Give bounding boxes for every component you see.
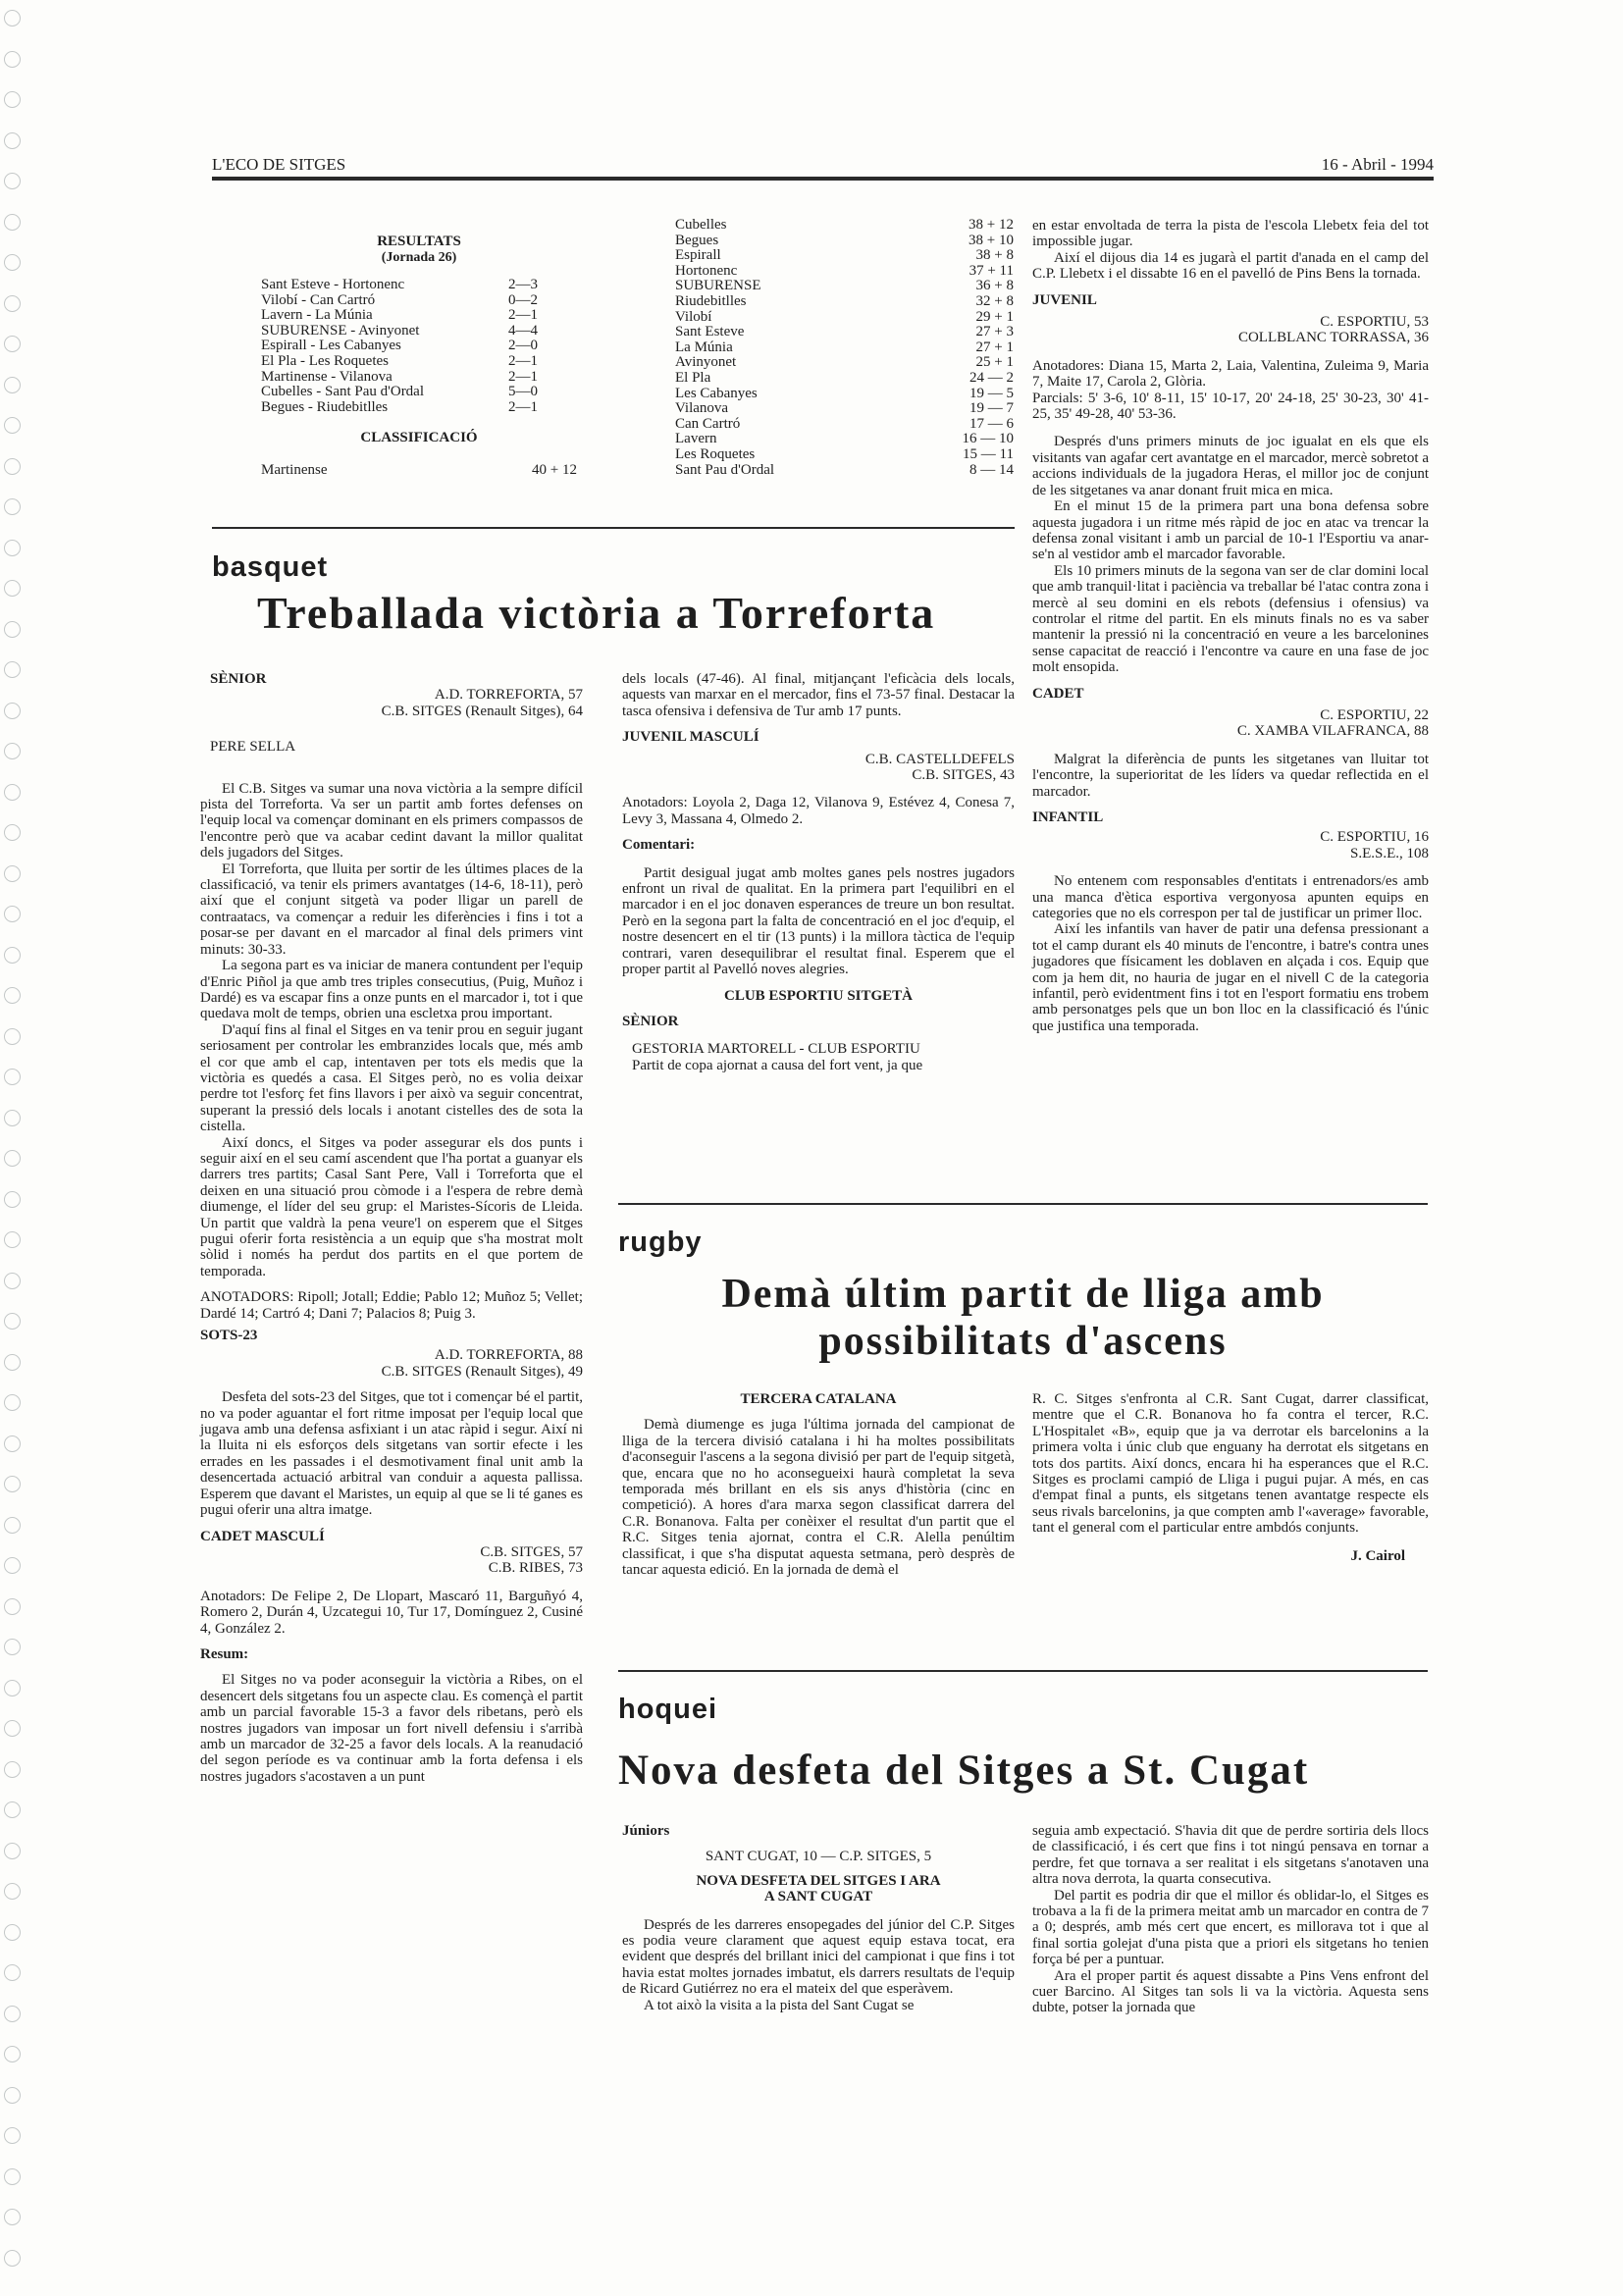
binding-hole bbox=[4, 906, 21, 922]
table-row bbox=[675, 218, 1014, 234]
binding-hole bbox=[4, 1313, 21, 1330]
rugby-text-2: R. C. Sitges s'enfronta al C.R. Sant Cugat, darrer classificat, mentre que el C.R. Bonanova ho fa contra el tercer, R.C. L'Hospitalet «B», equip que ja va derrotar els barcelonins a la primera volta i únic club que enguany ha derrotat els sitgetans en tots dos partits. Així doncs, encara hi ha esperances que el R.C. Sitges es proclami campió de Lliga i pugui pujar. A més, en cas d'empat final a punts, els sitgetans tenen avantatge respecte els seus rivals barcelonins, ja que compten amb l'«average» favorable, tant el general com el particular entre ambdós conjunts. bbox=[1032, 1391, 1429, 1537]
binding-hole bbox=[4, 1273, 21, 1289]
results-title: RESULTATS bbox=[377, 234, 461, 249]
table-row bbox=[261, 339, 577, 354]
table-row bbox=[675, 371, 1014, 387]
team-name: Espirall - Les Cabanyes bbox=[261, 338, 401, 354]
team-name: Lavern - La Múnia bbox=[261, 307, 373, 324]
score-line: C.B. SITGES (Renault Sitges), 49 bbox=[381, 1363, 583, 1380]
hoquei-text-1 bbox=[622, 1917, 1015, 2013]
team-score: 36 + 8 bbox=[975, 278, 1014, 294]
juvenil-parcials: Parcials: 5' 3-6, 10' 8-11, 15' 10-17, 20' 24-18, 25' 30-23, 30' 41-25, 35' 49-28, 40' 53-36. bbox=[1032, 390, 1429, 423]
paragraph: seguia amb expectació. S'havia dit que de perdre sortiria dels llocs de classificació, i és cert que fins i tot ningú pensava en tornar a perdre, fet que tornava a ser realitat i els sitgetans s'anotaven una altra nova derrota, la quarta consecutiva. bbox=[1032, 1823, 1429, 1888]
team-name: Vilobí bbox=[675, 308, 712, 325]
binding-hole bbox=[4, 1110, 21, 1126]
issue-date: 16 - Abril - 1994 bbox=[1321, 155, 1434, 174]
team-name: Les Roquetes bbox=[675, 445, 756, 462]
score-line: C. ESPORTIU, 22 bbox=[1320, 706, 1429, 723]
team-name: El Pla bbox=[675, 369, 711, 386]
standings-table bbox=[675, 218, 1014, 478]
team-name: Les Cabanyes bbox=[675, 385, 758, 401]
section-label-rugby: rugby bbox=[618, 1226, 703, 1258]
paragraph: Després d'uns primers minuts de joc igualat en els que els visitants van agafar cert avantatge en el marcador, mercè sobretot a accions individuals de la jugadora Heras, el millor joc de conjunt de les sitgetanes va anar donant fruit mica en mica. bbox=[1032, 434, 1429, 498]
classification-title: CLASSIFICACIÓ bbox=[360, 430, 478, 446]
team-name: Begues bbox=[675, 232, 719, 248]
binding-hole bbox=[4, 51, 21, 68]
team-name: Riudebitlles bbox=[675, 292, 747, 309]
table-row bbox=[675, 432, 1014, 447]
label-juvenil: JUVENIL bbox=[1032, 291, 1097, 308]
team-name: Hortonenc bbox=[675, 262, 738, 279]
table-row bbox=[261, 293, 577, 309]
binding-hole bbox=[4, 214, 21, 231]
binding-hole bbox=[4, 2127, 21, 2144]
paragraph: Així doncs, el Sitges va poder assegurar els dos punts i seguir així en el seu camí ascendent que l'ha portat a guanyar els darrers tres partits; Casal Sant Pere, Vall i Torreforta que el deixen en una situació prou còmode i a l'espera de rebre demà diumenge, el líder del seu grup: el Maristes-Sícoris de Lleida. Un partit que valdrà la pena veure'l on esperem que el Sitges pugui oferir forta resistència a un equip que s'ha mostrat molt sòlid i només ha perdut dos partits en el que portem de temporada. bbox=[200, 1134, 583, 1279]
resum-text: El Sitges no va poder aconseguir la victòria a Ribes, on el desencert dels sitgetans fou un aspecte clau. Es començà el partit amb un parcial favorable 15-3 a favor dels ribetans, però els nostres jugadors van imposar un fort nivell defensiu i s'arribà amb un marcador de 32-25 a favor dels locals. A la reanudació del segon període es va continuar amb la forta defensa i els nostres jugadors s'acostaven a un punt bbox=[200, 1672, 583, 1785]
binding-hole bbox=[4, 417, 21, 434]
binding-hole bbox=[4, 1191, 21, 1208]
binding-hole bbox=[4, 947, 21, 964]
basquet-col-2 bbox=[622, 671, 1015, 1073]
paragraph: Els 10 primers minuts de la segona van ser de clar domini local que amb tranquil·litat i paciència va treballar bé l'atac contra zona i mercè al seu domini en els rebots (defensius i ofensius) va controlar el ritme del partit. En els minuts finals no es va saber mantenir la pressió ni la concentració en veure a les barcelonines sense capacitat de reacció i l'encontre va caure en una fase de joc molt ensopida. bbox=[1032, 562, 1429, 676]
rugby-subtitle: TERCERA CATALANA bbox=[740, 1391, 897, 1407]
binding-hole bbox=[4, 254, 21, 271]
team-score: 38 + 12 bbox=[969, 217, 1014, 233]
binding-hole bbox=[4, 91, 21, 108]
binding-hole bbox=[4, 1924, 21, 1941]
table-row bbox=[675, 294, 1014, 310]
score-line: C. ESPORTIU, 53 bbox=[1320, 314, 1429, 331]
table-row bbox=[675, 355, 1014, 371]
binding-hole bbox=[4, 1476, 21, 1492]
standings-first bbox=[261, 463, 577, 479]
binding-hole bbox=[4, 1517, 21, 1534]
hoquei-subtitle-1: NOVA DESFETA DEL SITGES I ARA bbox=[696, 1872, 941, 1889]
score-line: A.D. TORREFORTA, 88 bbox=[434, 1347, 583, 1364]
basquet-senior-text bbox=[200, 781, 583, 1280]
rule-hoquei bbox=[618, 1670, 1428, 1672]
anotadors-senior: ANOTADORS: Ripoll; Jotall; Eddie; Pablo 12; Muñoz 5; Vellet; Dardé 14; Cartró 4; Dani 7; Palacios 8; Puig 3. bbox=[200, 1289, 583, 1322]
table-row bbox=[675, 310, 1014, 326]
page-header bbox=[212, 155, 1434, 173]
binding-hole bbox=[4, 1801, 21, 1818]
team-name: Sant Esteve - Hortonenc bbox=[261, 277, 405, 292]
juvenil-anotadores: Anotadores: Diana 15, Marta 2, Laia, Valentina, Zuleima 9, Maria 7, Maite 17, Carola 2, Glòria. bbox=[1032, 357, 1429, 391]
binding-hole bbox=[4, 132, 21, 149]
newspaper-title: L'ECO DE SITGES bbox=[212, 155, 346, 174]
binding-hole bbox=[4, 865, 21, 882]
team-name: Sant Pau d'Ordal bbox=[675, 461, 775, 478]
binding-hole bbox=[4, 377, 21, 393]
binding-hole bbox=[4, 2046, 21, 2062]
binding-hole bbox=[4, 1394, 21, 1411]
binding-hole bbox=[4, 498, 21, 515]
table-row bbox=[675, 279, 1014, 294]
binding-hole bbox=[4, 1843, 21, 1859]
table-row bbox=[675, 340, 1014, 356]
section-label-hoquei: hoquei bbox=[618, 1694, 718, 1725]
juvenil-text bbox=[1032, 434, 1429, 675]
team-score: 38 + 8 bbox=[975, 247, 1014, 264]
score-line: C.B. SITGES (Renault Sitges), 64 bbox=[381, 703, 583, 719]
infantil-text bbox=[1032, 873, 1429, 1034]
team-score: 15 — 11 bbox=[963, 445, 1014, 462]
binding-hole bbox=[4, 2250, 21, 2267]
headline-basquet: Treballada victòria a Torreforta bbox=[257, 588, 936, 638]
binding-hole bbox=[4, 458, 21, 475]
team-score: 29 + 1 bbox=[975, 308, 1014, 325]
binding-hole bbox=[4, 540, 21, 556]
table-row bbox=[675, 264, 1014, 280]
table-row bbox=[675, 417, 1014, 433]
col3-text-a: en estar envoltada de terra la pista de l'escola Llebetx feia del tot impossible jugar. bbox=[1032, 218, 1429, 250]
paragraph: El Torreforta, que lluita per sortir de les últimes places de la classificació, va tenir els primers avantatges (14-6, 18-11), però així que el conjunt sitgetà va poder lligar un parell de contraatacs, va començar a reduir les diferències i fins i tot a posar-se per davant en el marcador al final dels primers vint minuts: 30-33. bbox=[200, 861, 583, 958]
paragraph: El C.B. Sitges va sumar una nova victòria a la sempre difícil pista del Torreforta. Va ser un partit amb fortes defenses on l'equip local va començar dominant en els primers compassos de l'encontre però que va acabar cedint davant la millor qualitat dels jugadors del Sitges. bbox=[200, 780, 583, 861]
results-table bbox=[261, 278, 577, 415]
team-name: Can Cartró bbox=[675, 415, 741, 432]
headline-hoquei: Nova desfeta del Sitges a St. Cugat bbox=[618, 1748, 1310, 1794]
score-line: C. XAMBA VILAFRANCA, 88 bbox=[1236, 723, 1429, 740]
label-cadet-masculi: CADET MASCULÍ bbox=[200, 1528, 325, 1544]
team-name: Begues - Riudebitlles bbox=[261, 398, 389, 415]
team-score: 5—0 bbox=[508, 384, 538, 400]
table-row bbox=[261, 400, 577, 416]
binding-hole bbox=[4, 1435, 21, 1452]
team-name: Lavern bbox=[675, 431, 717, 447]
rugby-col-2 bbox=[1032, 1391, 1429, 1564]
club-esportiu-title: CLUB ESPORTIU SITGETÀ bbox=[723, 987, 914, 1004]
binding-hole bbox=[4, 1680, 21, 1696]
score-line: C.B. SITGES, 57 bbox=[480, 1543, 583, 1560]
author-sella: PERE SELLA bbox=[210, 739, 296, 756]
score-line: COLLBLANC TORRASSA, 36 bbox=[1237, 330, 1429, 346]
binding-hole bbox=[4, 2209, 21, 2225]
label-juvenil-masculi: JUVENIL MASCULÍ bbox=[622, 729, 759, 746]
score-line: C.B. SITGES, 43 bbox=[912, 767, 1015, 784]
team-points: 40 + 12 bbox=[532, 462, 577, 479]
label-sots23: SOTS-23 bbox=[200, 1328, 258, 1344]
cadet-masculi-anotadors: Anotadors: De Felipe 2, De Llopart, Mascaró 11, Barguñyó 4, Romero 2, Durán 4, Uzcategui 10, Tur 17, Domínguez 2, Cusiné 4, González 2. bbox=[200, 1588, 583, 1637]
table-row bbox=[261, 324, 577, 339]
binding-hole bbox=[4, 1639, 21, 1655]
binding-hole bbox=[4, 1720, 21, 1737]
binding-hole bbox=[4, 1598, 21, 1615]
label-senior-2: SÈNIOR bbox=[622, 1013, 679, 1029]
binding-hole bbox=[4, 580, 21, 597]
binding-hole bbox=[4, 173, 21, 189]
comentari-text: Partit desigual jugat amb moltes ganes pels nostres jugadors enfront un rival de qualitat. En la primera part l'equilibri en el marcador i en el joc donaven esperances de treure un bon resultat. Però en la segona part la falta de concentració en el joc d'equip, el nostre desencert en el tir (13 punts) i la millora tàctica de l'equip contrari, varen desequilibrar el resultat final. Esperem que el proper partit al Pavelló noves alegries. bbox=[622, 864, 1015, 978]
team-score: 4—4 bbox=[508, 322, 538, 339]
team-score: 2—1 bbox=[508, 307, 538, 324]
headline-rugby-line-2: possibilitats d'ascens bbox=[818, 1319, 1228, 1364]
team-score: 8 — 14 bbox=[969, 461, 1014, 478]
hoquei-text-2 bbox=[1032, 1823, 1429, 2016]
table-row bbox=[261, 370, 577, 386]
team-score: 19 — 7 bbox=[969, 400, 1014, 417]
team-name: La Múnia bbox=[675, 339, 733, 355]
team-name: Cubelles bbox=[675, 217, 727, 233]
team-name: El Pla - Les Roquetes bbox=[261, 352, 389, 369]
score-line: C. ESPORTIU, 16 bbox=[1320, 829, 1429, 846]
headline-rugby bbox=[618, 1271, 1428, 1365]
paragraph: Ara el proper partit és aquest dissabte a Pins Vens enfront del cuer Barcino. Al Sitges tan sols li va la victòria. Aquesta sens dubte, potser la jornada que bbox=[1032, 1967, 1429, 2016]
rugby-text-1: Demà diumenge es juga l'última jornada del campionat de lliga de la tercera divisió catalana i hi ha moltes possibilitats d'aconseguir l'ascens a la segona divisió per part de l'equip sitgetà, que, encara que no ho aconsegueixi haurà completat la seva temporada més brillant en els sis anys d'història (cinc en competició). A hores d'ara marxa segon classificat darrera del C.R. Bonanova. Falta per conèixer el resultat d'un partit que el R.C. Sitges tenia ajornat, contra el C.R. Alella penúltim classificat, i que s'ha disputat aquesta setmana, però desprès de tancar aquesta edició. En la jornada de demà el bbox=[622, 1417, 1015, 1579]
basquet-col-3 bbox=[1032, 218, 1429, 1034]
team-name: Vilobí - Can Cartró bbox=[261, 291, 376, 308]
label-resum: Resum: bbox=[200, 1645, 249, 1662]
table-row bbox=[675, 325, 1014, 340]
cadet-text: Malgrat la diferència de punts les sitgetanes van lluitar tot l'encontre, la superioritat de les líders va quedar reflectida en el marcador. bbox=[1032, 751, 1429, 800]
results-block bbox=[261, 234, 577, 479]
binding-hole bbox=[4, 2006, 21, 2022]
team-score: 27 + 1 bbox=[975, 339, 1014, 355]
team-score: 16 — 10 bbox=[962, 431, 1014, 447]
paragraph: D'aquí fins al final el Sitges en va tenir prou en seguir jugant seriosament per controlar les embranzides locals que, més amb el cor que amb el cap, intentaven per tots els medis que la victòria es quedés a casa. El Sitges però, no es volia deixar perdre tot l'esforç fet fins llavors i per això va seguir concentrat, superant la pressió dels locals i anotant cistelles des de sota la cistella. bbox=[200, 1021, 583, 1135]
score-line: S.E.S.E., 108 bbox=[1349, 845, 1429, 861]
binding-hole bbox=[4, 824, 21, 841]
team-name: Avinyonet bbox=[675, 354, 737, 371]
table-row bbox=[261, 308, 577, 324]
table-row bbox=[675, 234, 1014, 249]
binding-hole bbox=[4, 1231, 21, 1248]
binding-hole bbox=[4, 621, 21, 638]
binding-hole bbox=[4, 1028, 21, 1045]
binding-hole bbox=[4, 1150, 21, 1167]
binding-hole bbox=[4, 1964, 21, 1981]
table-row bbox=[675, 387, 1014, 402]
gestoria-text: Partit de copa ajornat a causa del fort vent, ja que bbox=[632, 1057, 923, 1073]
paragraph: Després de les darreres ensopegades del júnior del C.P. Sitges es podia veure clarament que aquest equip estava tocat, era evident que després del brillant inici del campionat i que fins i tot havia estat moltes jornades imbatut, els darrers resultats de l'equip de Ricard Gutiérrez no era el mateix del que esperàvem. bbox=[622, 1916, 1015, 1998]
binding-hole bbox=[4, 1761, 21, 1778]
binding-hole bbox=[4, 1069, 21, 1085]
hoquei-col-2 bbox=[1032, 1823, 1429, 2016]
team-name: Martinense - Vilanova bbox=[261, 368, 393, 385]
binding-hole bbox=[4, 1557, 21, 1574]
score-line: A.D. TORREFORTA, 57 bbox=[434, 687, 583, 704]
team-score: 2—0 bbox=[508, 338, 538, 354]
label-comentari: Comentari: bbox=[622, 837, 696, 854]
team-score: 19 — 5 bbox=[969, 385, 1014, 401]
table-row bbox=[261, 278, 577, 293]
team-score: 37 + 11 bbox=[969, 262, 1014, 279]
header-rule bbox=[212, 177, 1434, 181]
col2-top-text: dels locals (47-46). Al final, mitjançant l'eficàcia dels locals, aquests van marxar en el mercador, fins el 73-57 final. Destacar la tasca ofensiva i defensiva de Tur amb 17 punts. bbox=[622, 671, 1015, 719]
team-score: 17 — 6 bbox=[969, 415, 1014, 432]
team-score: 38 + 10 bbox=[969, 232, 1014, 248]
paragraph: La segona part es va iniciar de manera contundent per l'equip d'Enric Piñol ja que amb tres triples consecutius, (Puig, Muñoz i Dardé) es va escapar fins a onze punts en el marcador i, tot i que quedava molt de temps, obrien una escletxa prou important. bbox=[200, 958, 583, 1022]
team-score: 0—2 bbox=[508, 291, 538, 308]
paragraph: Del partit es podria dir que el millor és oblidar-lo, el Sitges es trobava a la fi de la primera meitat amb un marcador en contra de 7 a 0; després, amb més cert que encert, es millorava tot i que al final sortia golejat d'una pista que a priori els sitgetans ho tenien força bé per a puntuar. bbox=[1032, 1887, 1429, 1968]
team-score: 24 — 2 bbox=[969, 369, 1014, 386]
juvenil-masculi-anotadors: Anotadors: Loyola 2, Daga 12, Vilanova 9, Estévez 4, Conesa 7, Levy 3, Massana 4, Olmedo 2. bbox=[622, 795, 1015, 827]
team-name: Vilanova bbox=[675, 400, 729, 417]
binding-hole bbox=[4, 336, 21, 352]
headline-rugby-line-1: Demà últim partit de lliga amb bbox=[721, 1272, 1325, 1317]
team-name: Sant Esteve bbox=[675, 324, 745, 340]
team-name: Espirall bbox=[675, 247, 721, 264]
binding-hole bbox=[4, 2087, 21, 2104]
rugby-col-1 bbox=[622, 1391, 1015, 1578]
binding-holes bbox=[0, 0, 39, 2296]
table-row bbox=[675, 401, 1014, 417]
binding-hole bbox=[4, 10, 21, 26]
table-row bbox=[261, 354, 577, 370]
sots23-text: Desfeta del sots-23 del Sitges, que tot i començar bé el partit, no va poder aguantar el fort ritme imposat per l'equip local que jugava amb una defensa asfixiant i un atac ràpid i segur. Així ni la lluita ni els esforços dels sitgetans van sortir efecte i les errades en les passades i el desmotivament final unit amb la desencertada actuació arbitral van conduir a aquesta pallissa. Esperem que davant el Maristes, un equip al que se li té ganes es pugui oferir una altra imatge. bbox=[200, 1389, 583, 1519]
binding-hole bbox=[4, 661, 21, 678]
binding-hole bbox=[4, 987, 21, 1004]
results-subtitle: (Jornada 26) bbox=[381, 250, 457, 265]
gestoria-line: GESTORIA MARTORELL - CLUB ESPORTIU bbox=[632, 1041, 920, 1058]
paragraph: No entenem com responsables d'entitats i entrenadors/es amb una manca d'ètica esportiva vergonyosa apunten equips en categories que no els correspon per tal de justificar un primer lloc. bbox=[1032, 873, 1429, 922]
basquet-col-1 bbox=[200, 671, 583, 1785]
score-line: C.B. CASTELLDEFELS bbox=[864, 751, 1015, 767]
label-juniors: Júniors bbox=[622, 1823, 670, 1839]
label-senior: SÈNIOR bbox=[210, 671, 267, 687]
binding-hole bbox=[4, 1354, 21, 1371]
paragraph: En el minut 15 de la primera part una bona defensa sobre aquesta jugadora i un ritme més ràpid de joc en atac va trencar la defensa zonal visitant i amb un parcial de 10-1 l'Esportiu va anar-se'n al vestidor amb el marcador favorable. bbox=[1032, 498, 1429, 563]
team-score: 25 + 1 bbox=[975, 354, 1014, 371]
binding-hole bbox=[4, 784, 21, 801]
binding-hole bbox=[4, 1883, 21, 1900]
hoquei-subtitle-2: A SANT CUGAT bbox=[763, 1889, 873, 1905]
team-score: 32 + 8 bbox=[975, 292, 1014, 309]
paragraph: Així les infantils van haver de patir una defensa pressionant a tot el camp durant els 40 minuts de l'encontre, i batre's contra unes jugadores que físicament les doblaven en alçada i cos. Equip que com ja hem dit, no hauria de jugar en el nivell C de la categoria infantil, però evidentment fins i tot en l'esport formatiu ens trobem amb personatges pels que un bon lloc en la classificació és l'únic que justifica una temporada. bbox=[1032, 921, 1429, 1034]
binding-hole bbox=[4, 2168, 21, 2185]
team-name: SUBURENSE - Avinyonet bbox=[261, 322, 420, 339]
table-row bbox=[675, 463, 1014, 479]
team-score: 2—1 bbox=[508, 352, 538, 369]
table-row bbox=[261, 385, 577, 400]
table-row bbox=[675, 248, 1014, 264]
col3-text-b: Així el dijous dia 14 es jugarà el partit d'anada en el camp del C.P. Llebetx i el dissabte 16 en el pavelló de Pins Bens la tornada. bbox=[1032, 249, 1429, 283]
label-cadet: CADET bbox=[1032, 685, 1084, 702]
rule-results bbox=[212, 527, 1015, 529]
hoquei-score: SANT CUGAT, 10 — C.P. SITGES, 5 bbox=[705, 1849, 932, 1865]
label-infantil: INFANTIL bbox=[1032, 809, 1104, 825]
binding-hole bbox=[4, 743, 21, 759]
team-score: 2—1 bbox=[508, 368, 538, 385]
team-score: 2—1 bbox=[508, 398, 538, 415]
team-name: Martinense bbox=[261, 462, 328, 479]
team-score: 27 + 3 bbox=[975, 324, 1014, 340]
section-label-basquet: basquet bbox=[212, 551, 329, 583]
hoquei-col-1 bbox=[622, 1823, 1015, 2013]
team-score: 2—3 bbox=[508, 277, 538, 292]
binding-hole bbox=[4, 703, 21, 719]
team-name: SUBURENSE bbox=[675, 278, 761, 294]
paragraph: A tot això la visita a la pista del Sant Cugat se bbox=[644, 1997, 915, 2013]
team-name: Cubelles - Sant Pau d'Ordal bbox=[261, 384, 425, 400]
author-cairol: J. Cairol bbox=[1350, 1547, 1405, 1564]
rule-rugby bbox=[618, 1203, 1428, 1205]
score-line: C.B. RIBES, 73 bbox=[488, 1560, 583, 1577]
binding-hole bbox=[4, 295, 21, 312]
table-row bbox=[675, 447, 1014, 463]
